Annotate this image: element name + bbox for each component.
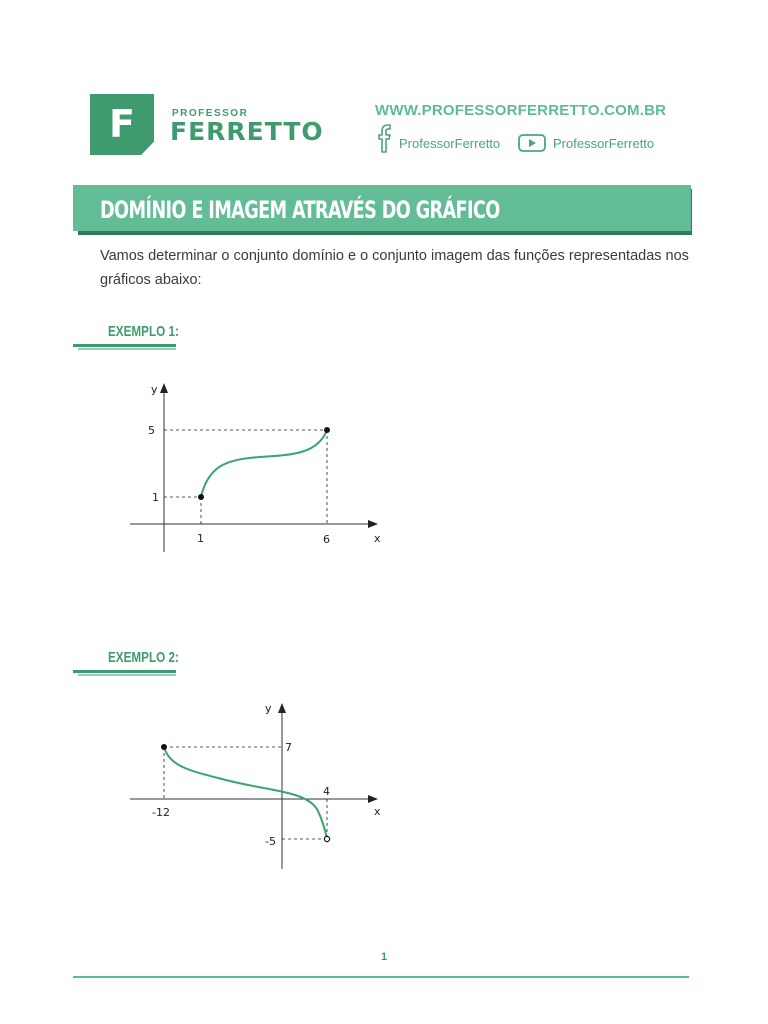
- example-1-graph: [120, 375, 390, 560]
- intro-paragraph: Vamos determinar o conjunto domínio e o conjunto imagem das funções representadas nos gráficos abaixo:: [100, 248, 689, 288]
- function-curve: [201, 430, 327, 497]
- youtube-handle[interactable]: ProfessorFerretto: [553, 136, 655, 151]
- x-axis-label: x: [374, 805, 381, 818]
- y-axis-label: y: [151, 383, 158, 396]
- footer-divider: [73, 976, 689, 978]
- y-tick-label: 5: [148, 424, 155, 437]
- example-2-underline-light: [78, 674, 176, 676]
- closed-endpoint-start: [161, 744, 167, 750]
- y-tick-label: 7: [285, 741, 292, 754]
- x-axis-arrow: [368, 520, 378, 528]
- example-1-underline: [73, 344, 176, 347]
- x-tick-label: 4: [323, 785, 330, 798]
- x-axis-arrow: [368, 795, 378, 803]
- example-2-label: EXEMPLO 2:: [108, 649, 179, 666]
- brand-subtitle: PROFESSOR: [172, 108, 249, 119]
- y-axis-arrow: [278, 703, 286, 713]
- y-axis-arrow: [160, 383, 168, 393]
- example-2-underline: [73, 670, 176, 673]
- facebook-icon[interactable]: [375, 121, 395, 155]
- page-number: 1: [380, 951, 388, 963]
- closed-endpoint-end: [324, 427, 330, 433]
- y-axis-label: y: [265, 702, 272, 715]
- x-tick-label: 6: [323, 533, 330, 546]
- example-2-graph: [120, 697, 390, 877]
- x-axis-label: x: [374, 532, 381, 545]
- example-1-label: EXEMPLO 1:: [108, 323, 179, 340]
- logo-letter: F: [109, 102, 135, 146]
- y-tick-label: -5: [265, 835, 276, 848]
- website-link[interactable]: WWW.PROFESSORFERRETTO.COM.BR: [375, 102, 667, 119]
- page-title: DOMÍNIO E IMAGEM ATRAVÉS DO GRÁFICO: [100, 196, 500, 224]
- example-1-underline-light: [78, 348, 176, 350]
- facebook-handle[interactable]: ProfessorFerretto: [399, 136, 501, 151]
- youtube-icon[interactable]: [518, 133, 546, 153]
- open-endpoint-end: [324, 836, 329, 841]
- closed-endpoint-start: [198, 494, 204, 500]
- brand-name: FERRETTO: [170, 117, 324, 146]
- function-curve: [164, 747, 327, 839]
- x-tick-label: -12: [152, 806, 170, 819]
- x-tick-label: 1: [197, 532, 204, 545]
- y-tick-label: 1: [152, 491, 159, 504]
